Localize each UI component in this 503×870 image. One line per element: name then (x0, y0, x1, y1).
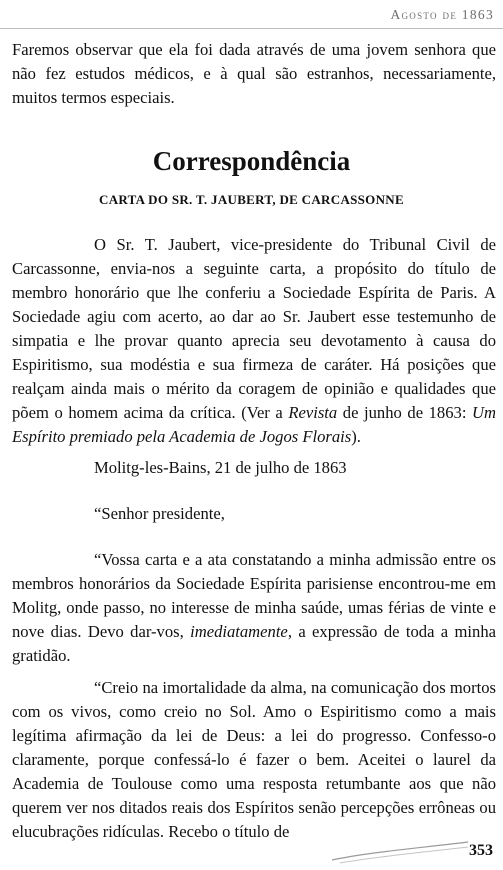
intro-paragraph: Faremos observar que ela foi dada através de uma jovem senhora que não fez estudos médicos, e à qual são estranhos, necessariamente, muitos termos especiais. (12, 40, 496, 107)
letter-emphasis: imediatamente (190, 622, 288, 641)
paragraph-text-mid: de junho de 1863: (337, 403, 473, 422)
page-number: 353 (469, 842, 493, 859)
revista-reference: Revista (288, 403, 338, 422)
letter-paragraph-2: “Creio na imortalidade da alma, na comunicação dos mortos com os vivos, como creio no Sol. Amo o Espiritismo como a mais legítima afirmação da lei de Deus: a lei do progresso. Confesso-o claramente, porque confessá-lo é fazer o bem. Aceitei o laurel da Academia de Toulouse como uma resposta retumbante aos que não querem ver nos ditados reais dos Espíritos senão percepções errôneas ou elucubrações ridículas. Recebo o título de (12, 678, 496, 841)
paragraph-jaubert-intro (12, 233, 496, 449)
letter-paragraph-1 (12, 548, 496, 668)
letter-text-start: “Vossa carta e a ata constatando a minha admissão entre os membros honorários da Sociedade Espírita parisiense encontrou-me em Molitg, onde passo, no interesse de minha saúde, umas férias de vinte e nove dias. Devo dar-vos, (12, 550, 496, 641)
decorative-swoosh-icon (330, 838, 470, 866)
header-rule (0, 28, 503, 29)
running-header: Agosto de 1863 (390, 7, 494, 22)
section-subtitle: CARTA DO SR. T. JAUBERT, DE CARCASSONNE (99, 192, 404, 207)
letter-place-date: Molitg-les-Bains, 21 de julho de 1863 (94, 458, 347, 477)
letter-text-end: , a expressão de toda a minha gratidão. (12, 622, 496, 665)
letter-salutation: “Senhor presidente, (94, 504, 225, 523)
paragraph-text-end: ). (351, 427, 361, 446)
paragraph-text: O Sr. T. Jaubert, vice-presidente do Tribunal Civil de Carcassonne, envia-nos a seguinte carta, a propósito do título de membro honorário que lhe conferiu a Sociedade Espírita de Paris. A Sociedade agiu com acerto, ao dar ao Sr. Jaubert esse testemunho de simpatia e lhe provar quanto aprecia seu devotamento à causa do Espiritismo, sua modéstia e sua firmeza de caráter. Há posições que realçam ainda mais o mérito da coragem de opinião e qualidades que põem o homem acima da crítica. (Ver a (12, 235, 496, 422)
section-title: Correspondência (152, 146, 351, 176)
article-reference: Um Espírito premiado pela Academia de Jogos Florais (12, 403, 496, 446)
